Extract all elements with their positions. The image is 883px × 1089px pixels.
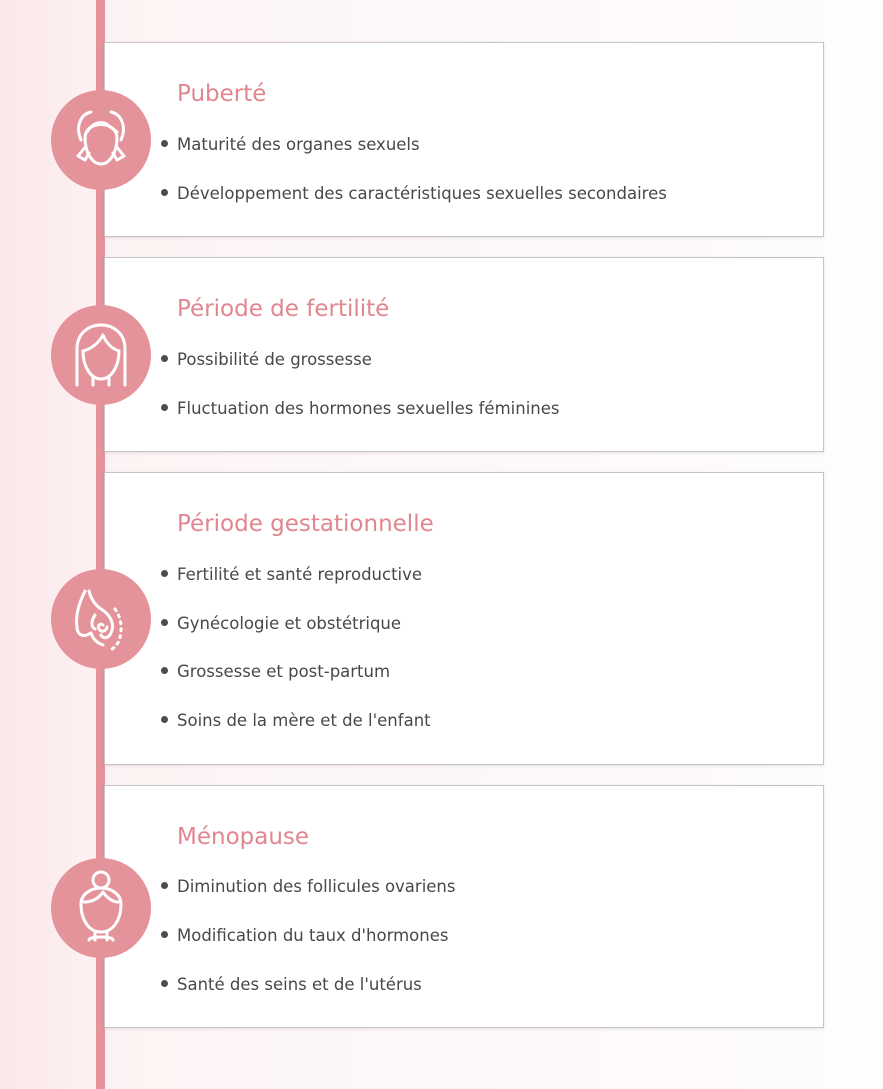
list-item-text: Soins de la mère et de l'enfant [177,711,431,730]
bullet-icon [161,140,168,147]
list-item [161,352,372,369]
bullet-icon [161,355,168,362]
stage-title: Ménopause [177,824,310,850]
list-item-text: Possibilité de grossesse [177,350,372,369]
list-item-text: Maturité des organes sexuels [177,135,420,154]
bullet-icon [161,619,168,626]
list-item-text: Modification du taux d'hormones [177,926,449,945]
stage-title: Puberté [177,81,267,107]
list-item-text: Développement des caractéristiques sexuelles secondaires [177,184,667,203]
list-item-text: Fertilité et santé reproductive [177,565,423,584]
list-item-text: Gynécologie et obstétrique [177,614,402,633]
list-item-text: Santé des seins et de l'utérus [177,975,422,994]
bullet-icon [161,404,168,411]
bullet-icon [161,980,168,987]
list-item-text: Diminution des follicules ovariens [177,877,456,896]
stage-card-puberty [104,42,824,237]
list-item [161,928,448,945]
bullet-icon [161,931,168,938]
list-item [161,616,401,633]
stage-card-gestation [104,472,824,765]
list-item-text: Grossesse et post-partum [177,662,391,681]
list-item [161,664,390,681]
list-item [161,567,422,584]
stage-title: Période de fertilité [177,296,390,322]
stage-card-fertility [104,257,824,452]
list-item [161,186,667,203]
bullet-icon [161,882,168,889]
list-item [161,977,422,994]
bullet-icon [161,570,168,577]
list-item [161,401,559,418]
bullet-icon [161,716,168,723]
girl-with-pigtails-icon [51,90,151,190]
stage-title: Période gestationnelle [177,511,434,537]
stage-card-menopause [104,785,824,1028]
list-item [161,137,420,154]
bullet-icon [161,667,168,674]
list-item [161,713,431,730]
older-woman-with-bun-icon [51,858,151,958]
list-item [161,879,456,896]
woman-face-icon [51,305,151,405]
bullet-icon [161,189,168,196]
pregnant-woman-icon [51,569,151,669]
list-item-text: Fluctuation des hormones sexuelles féminines [177,399,560,418]
